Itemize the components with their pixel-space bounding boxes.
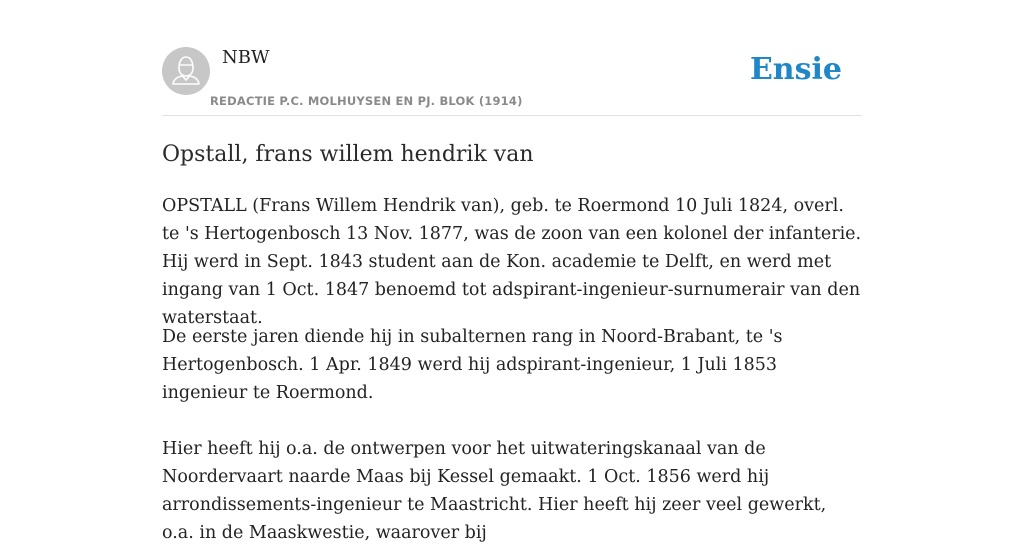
author-avatar[interactable]	[162, 47, 210, 95]
brand-logo[interactable]: Ensie	[749, 52, 842, 87]
article-paragraph: De eerste jaren diende hij in subalternen rang in Noord-Brabant, te 's Hertogenbosch. 1 Apr. 1849 werd hij adspirant-ingenieur, 1 Juli 1853 ingenieur te Roermond.	[162, 327, 783, 403]
article-paragraph: Hier heeft hij o.a. de ontwerpen voor het uitwateringskanaal van de Noordervaart naarde Maas bij Kessel gemaakt. 1 Oct. 1856 werd hij arrondissements-ingenieur te Maastricht. Hier heeft hij zeer veel gewerkt, o.a. in de Maaskwestie, waarover bij	[162, 439, 827, 543]
article-header	[162, 0, 862, 116]
user-silhouette-icon	[162, 47, 210, 95]
article-container	[162, 0, 862, 543]
author-name[interactable]: NBW	[222, 47, 270, 68]
article-paragraph: OPSTALL (Frans Willem Hendrik van), geb. te Roermond 10 Juli 1824, overl. te 's Hertogenbosch 13 Nov. 1877, was de zoon van een kolonel der infanterie. Hij werd in Sept. 1843 student aan de Kon. academie te Delft, en werd met ingang van 1 Oct. 1847 benoemd tot adspirant-ingenieur-surnumerair van den waterstaat.	[162, 196, 862, 328]
article-title: Opstall, frans willem hendrik van	[162, 142, 534, 167]
source-label: REDACTIE P.C. MOLHUYSEN EN PJ. BLOK (1914)	[210, 94, 523, 108]
